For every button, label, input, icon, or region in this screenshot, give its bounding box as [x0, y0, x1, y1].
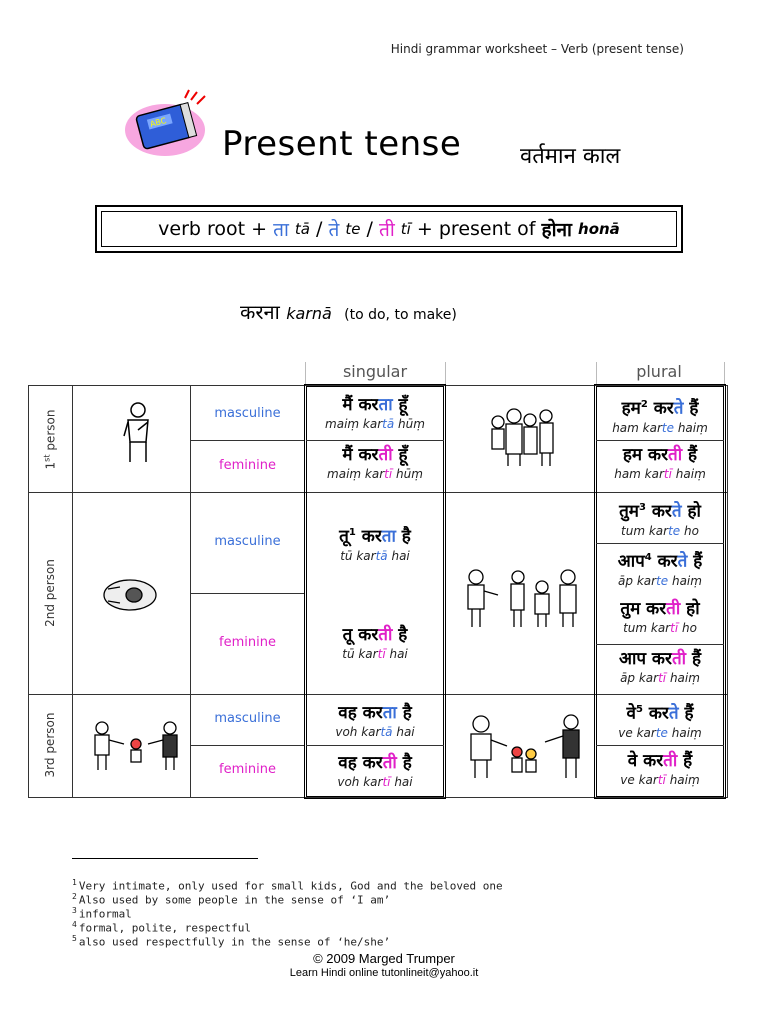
- pointing-group-icon: [465, 712, 590, 784]
- column-header-plural: plural: [636, 362, 682, 381]
- formula-hona-tr: honā: [578, 220, 620, 238]
- formula-ta: ता: [273, 219, 289, 241]
- formula-suffix: + present of: [410, 218, 542, 240]
- formula-sep2: /: [360, 218, 379, 240]
- gender-2-feminine: feminine: [219, 635, 276, 650]
- pointing-people-icon: [90, 718, 185, 777]
- gender-3-masculine: masculine: [214, 711, 281, 726]
- formula-prefix: verb root +: [158, 218, 274, 240]
- singular-2-masc: तू$^1$ करता है tū kartā hai: [339, 526, 411, 563]
- copyright: © 2009 Marged Trumper: [313, 951, 455, 966]
- formula-box: [95, 205, 683, 253]
- formula-sep1: /: [310, 218, 329, 240]
- plural-2-fem-formal: आप करती हैं āp kartī haiṃ: [618, 649, 701, 685]
- group-icon: [486, 404, 558, 473]
- plural-1-fem: हम करती हैं ham kartī haiṃ: [614, 445, 706, 481]
- verb-hindi: करना: [240, 300, 280, 324]
- verb-gloss: (to do, to make): [344, 307, 457, 323]
- footnote-5: $^5$ also used respectfully in the sense of ‘he/she’: [72, 934, 391, 949]
- formula-ti: ती: [378, 219, 395, 241]
- person-label-third: 3rd person: [43, 712, 57, 778]
- singular-2-fem: तू करती है tū kartī hai: [342, 625, 408, 661]
- plural-2-fem-informal: तुम करती हो tum kartī ho: [620, 599, 700, 635]
- gender-2-masculine: masculine: [214, 534, 281, 549]
- plural-2-masc-formal: आप$^4$ करते हैं āp karte haiṃ: [617, 551, 703, 588]
- footnote-divider: [72, 858, 258, 859]
- plural-3-masc: वे$^5$ करते हैं ve karte haiṃ: [618, 703, 702, 740]
- formula-te: ते: [328, 219, 340, 241]
- plural-1-masc: हम$^2$ करते हैं ham karte haiṃ: [612, 398, 708, 435]
- singular-3-masc: वह करता है voh kartā hai: [335, 703, 415, 739]
- worksheet-subtitle: Hindi grammar worksheet – Verb (present tense): [390, 42, 684, 56]
- singular-1-masc: मैं करता हूँ maiṃ kartā hūṃ: [325, 395, 425, 431]
- page-title-hindi: वर्तमान काल: [520, 144, 621, 169]
- footnote-4: $^4$ formal, polite, respectful: [72, 920, 252, 935]
- verb-translit: karnā: [286, 304, 332, 323]
- formula-ta-tr: tā: [294, 220, 310, 238]
- gender-1-masculine: masculine: [214, 406, 281, 421]
- svg-text:ABC: ABC: [149, 116, 168, 129]
- book-icon: [125, 90, 215, 164]
- singular-1-fem: मैं करती हूँ maiṃ kartī hūṃ: [327, 445, 423, 481]
- plural-2-masc-informal: तुम$^3$ करते हो tum karte ho: [619, 501, 701, 538]
- person-label-second: 2nd person: [43, 559, 57, 627]
- formula-te-tr: te: [345, 220, 361, 238]
- group-pointing-icon: [462, 565, 587, 634]
- column-header-singular: singular: [342, 362, 408, 381]
- contact-line: Learn Hindi online tutonlineit@yahoo.it: [289, 967, 479, 979]
- verb-heading: [240, 298, 457, 325]
- gender-3-feminine: feminine: [219, 762, 276, 777]
- footnote-1: $^1$ Very intimate, only used for small kids, God and the beloved one: [72, 878, 503, 893]
- page-title: Present tense: [222, 124, 462, 164]
- footnote-2: $^2$ Also used by some people in the sense of ‘I am’: [72, 892, 391, 907]
- plural-3-fem: वे करती हैं ve kartī haiṃ: [620, 751, 700, 787]
- person-icon: [118, 400, 158, 469]
- gender-1-feminine: feminine: [219, 458, 276, 473]
- formula-ti-tr: tī: [400, 220, 411, 238]
- singular-3-fem: वह करती है voh kartī hai: [337, 753, 413, 789]
- pointing-hand-icon: [100, 575, 162, 619]
- person-label-first: 1st person: [42, 409, 58, 470]
- footnote-3: $^3$ informal: [72, 906, 132, 921]
- formula-hona: होना: [541, 219, 572, 241]
